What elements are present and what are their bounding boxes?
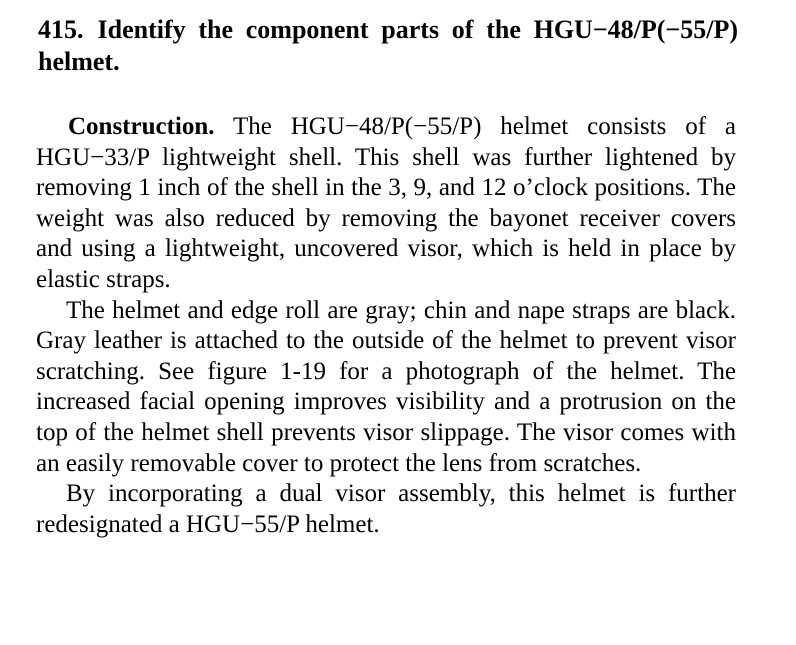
paragraph-text: The HGU−48/P(−55/P) helmet consists of a HGU−33/P lightweight shell. This shell was further lightened by removing 1 inch of the shell in the 3, 9, and 12 o’clock positions. The weight was also reduced by removing the bayonet receiver covers and using a lightweight, uncovered visor, which is held in place by elastic straps. — [36, 113, 736, 293]
section-heading — [38, 14, 738, 78]
paragraph-construction — [36, 112, 736, 296]
paragraph-colors: The helmet and edge roll are gray; chin and nape straps are black. Gray leather is attached to the outside of the helmet to prevent visor scratching. See figure 1-19 for a photograph of the helmet. The increased facial opening improves visibility and a protrusion on the top of the helmet shell prevents visor slippage. The visor comes with an easily removable cover to protect the lens from scratches. — [36, 296, 736, 477]
run-in-heading: Construction. — [68, 113, 215, 140]
body-text — [36, 112, 736, 540]
section-number: 415. — [38, 15, 84, 44]
paragraph-dual-visor: By incorporating a dual visor assembly, this helmet is further redesignated a HGU−55/P helmet. — [36, 480, 736, 538]
section-title: Identify the component parts of the HGU−48/P(−55/P) helmet. — [38, 15, 738, 76]
